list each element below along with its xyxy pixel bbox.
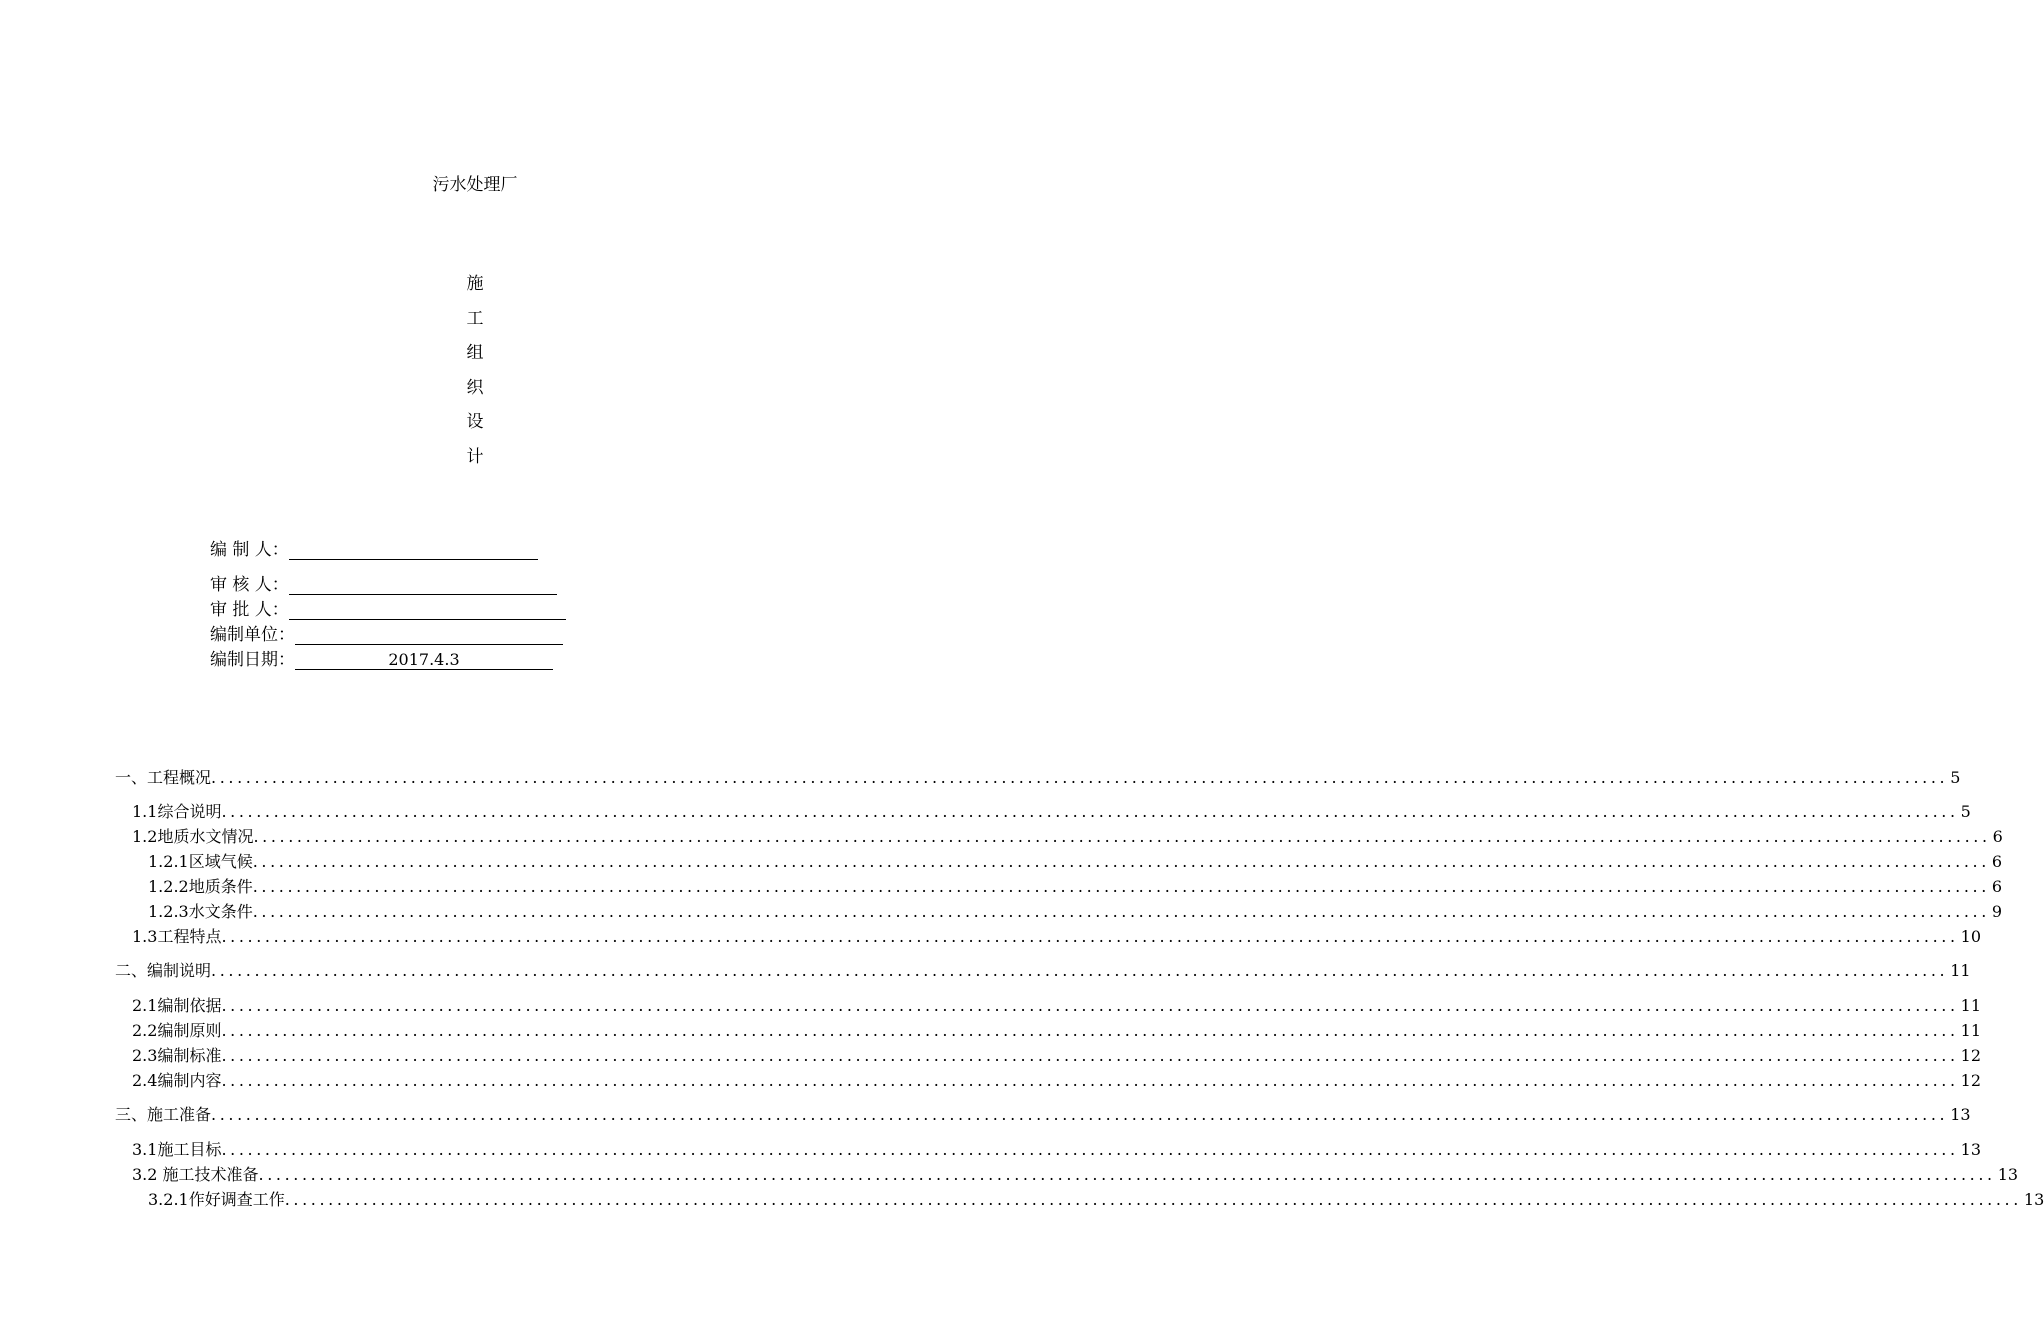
- toc-entry-label: 1.2.3水文条件: [148, 902, 253, 921]
- toc-entry-label: 3.1施工目标: [132, 1140, 222, 1159]
- toc-entry-page: 10: [1960, 927, 1981, 946]
- approver-label: 审 批 人：: [210, 600, 289, 620]
- toc-entry[interactable]: [132, 826, 2003, 848]
- reviewer-field[interactable]: [289, 576, 557, 595]
- toc-entry-page: 11: [1950, 961, 1971, 980]
- toc-entry-page: 13: [1950, 1105, 1971, 1124]
- toc-leader-dots: ........................................................................................................................................................................................................: [211, 1105, 1949, 1124]
- compiler-row: [210, 538, 538, 560]
- toc-leader-dots: ........................................................................................................................................................................................................: [211, 768, 1949, 787]
- compiler-label: 编 制 人：: [210, 540, 289, 560]
- toc-entry-page: 5: [1950, 768, 1961, 787]
- toc-entry-label: 一、工程概况: [115, 768, 212, 787]
- toc-leader-dots: ........................................................................................................................................................................................................: [221, 1046, 1959, 1065]
- toc-entry-page: 13: [1960, 1140, 1981, 1159]
- document-title-vertical: [0, 272, 950, 479]
- toc-leader-dots: ........................................................................................................................................................................................................: [221, 1140, 1959, 1159]
- toc-entry-label: 3.2 施工技术准备: [132, 1165, 259, 1184]
- toc-leader-dots: ........................................................................................................................................................................................................: [253, 827, 1991, 846]
- toc-entry-page: 12: [1960, 1046, 1981, 1065]
- compiler-field[interactable]: [289, 541, 538, 560]
- toc-entry[interactable]: [132, 1164, 2019, 1186]
- toc-leader-dots: ........................................................................................................................................................................................................: [211, 961, 1949, 980]
- toc-leader-dots: ........................................................................................................................................................................................................: [252, 852, 1990, 871]
- toc-entry[interactable]: [132, 1045, 1981, 1067]
- toc-entry-label: 1.2.1区域气候: [148, 852, 253, 871]
- toc-entry[interactable]: [132, 801, 1971, 823]
- toc-entry[interactable]: [148, 851, 2003, 873]
- toc-entry-label: 1.3工程特点: [132, 927, 222, 946]
- unit-field[interactable]: [295, 626, 563, 645]
- toc-entry-label: 2.3编制标准: [132, 1046, 222, 1065]
- toc-entry-page: 6: [1991, 877, 2003, 896]
- title-char: 织: [466, 377, 484, 398]
- toc-leader-dots: ........................................................................................................................................................................................................: [221, 927, 1959, 946]
- toc-entry-label: 二、编制说明: [115, 961, 212, 980]
- toc-entry[interactable]: [132, 1139, 1981, 1161]
- toc-entry-label: 2.1编制依据: [132, 996, 222, 1015]
- toc-leader-dots: ........................................................................................................................................................................................................: [252, 902, 1990, 921]
- toc-entry[interactable]: [132, 926, 1981, 948]
- unit-row: [210, 623, 563, 645]
- reviewer-row: [210, 573, 557, 595]
- toc-entry-page: 6: [1992, 827, 2003, 846]
- toc-entry[interactable]: [148, 901, 2003, 923]
- title-char: 组: [466, 343, 484, 363]
- title-char: 计: [466, 446, 484, 467]
- reviewer-label: 审 核 人：: [210, 575, 289, 595]
- toc-entry-page: 11: [1960, 1021, 1981, 1040]
- toc-leader-dots: ........................................................................................................................................................................................................: [284, 1190, 2022, 1209]
- title-char: 工: [466, 308, 484, 329]
- toc-entry-page: 6: [1991, 852, 2003, 871]
- toc-leader-dots: ........................................................................................................................................................................................................: [252, 877, 1990, 896]
- toc-leader-dots: ........................................................................................................................................................................................................: [221, 802, 1959, 821]
- toc-leader-dots: ........................................................................................................................................................................................................: [221, 996, 1959, 1015]
- toc-entry-label: 1.2.2地质条件: [148, 877, 253, 896]
- toc-entry[interactable]: [132, 1070, 1981, 1092]
- toc-entry[interactable]: [115, 1104, 1971, 1126]
- toc-leader-dots: ........................................................................................................................................................................................................: [258, 1165, 1996, 1184]
- toc-entry[interactable]: [115, 767, 1961, 789]
- toc-entry-page: 13: [1997, 1165, 2019, 1184]
- toc-entry-label: 3.2.1作好调查工作: [148, 1190, 285, 1209]
- toc-entry-label: 2.4编制内容: [132, 1071, 222, 1090]
- title-char: 设: [466, 412, 484, 432]
- date-row: [210, 648, 553, 670]
- toc-entry-label: 1.1综合说明: [132, 802, 222, 821]
- toc-entry-label: 2.2编制原则: [132, 1021, 222, 1040]
- toc-entry[interactable]: [115, 960, 1971, 982]
- toc-entry-label: 1.2地质水文情况: [132, 827, 254, 846]
- project-title: 污水处理厂: [432, 175, 518, 195]
- toc-entry-page: 12: [1960, 1071, 1981, 1090]
- toc-entry[interactable]: [132, 995, 1981, 1017]
- unit-label: 编制单位：: [210, 625, 295, 645]
- date-label: 编制日期：: [210, 650, 295, 670]
- toc-leader-dots: ........................................................................................................................................................................................................: [221, 1071, 1959, 1090]
- toc-entry-page: 11: [1960, 996, 1981, 1015]
- toc-entry-page: 5: [1960, 802, 1971, 821]
- date-field[interactable]: 2017.4.3: [295, 651, 553, 670]
- approver-field[interactable]: [289, 601, 566, 620]
- toc-entry-label: 三、施工准备: [115, 1105, 212, 1124]
- toc-entry[interactable]: [148, 1189, 2044, 1211]
- toc-entry[interactable]: [132, 1020, 1981, 1042]
- toc-leader-dots: ........................................................................................................................................................................................................: [221, 1021, 1959, 1040]
- toc-entry-page: 9: [1991, 902, 2003, 921]
- title-char: 施: [466, 274, 484, 294]
- approver-row: [210, 598, 566, 620]
- toc-entry-page: 13: [2023, 1190, 2044, 1209]
- toc-entry[interactable]: [148, 876, 2003, 898]
